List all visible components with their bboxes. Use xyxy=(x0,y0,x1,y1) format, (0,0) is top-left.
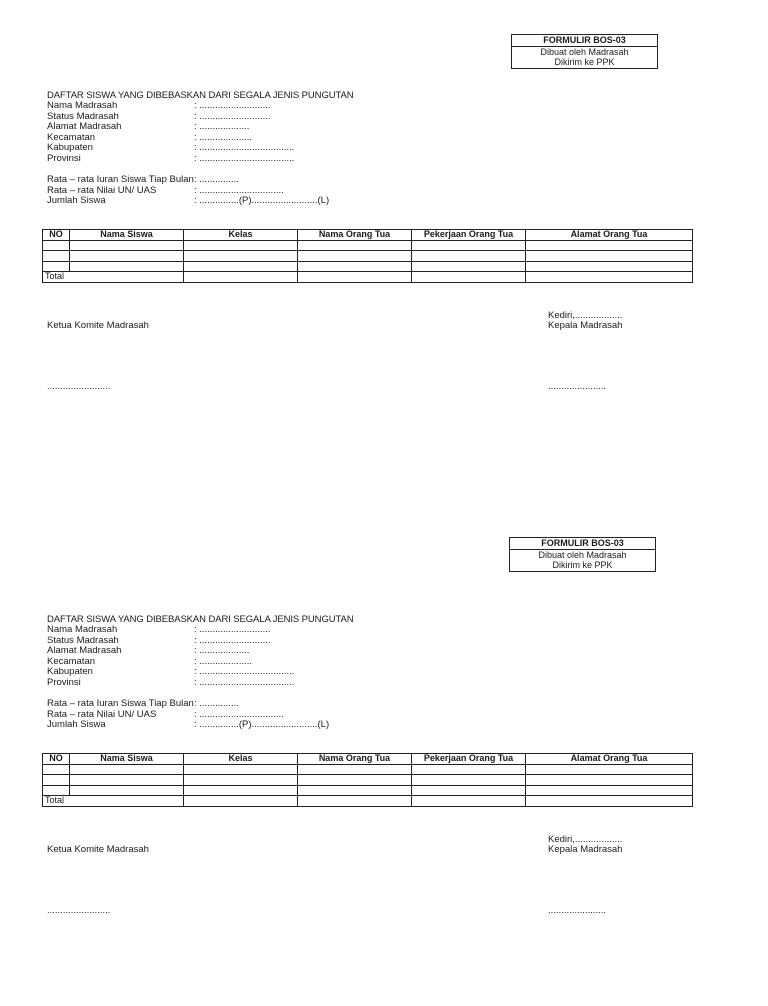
form-code-line1: Dibuat oleh Madrasah xyxy=(538,549,627,560)
field-label: Jumlah Siswa xyxy=(47,719,106,730)
field-label: Status Madrasah xyxy=(47,634,119,646)
form-copy-1 xyxy=(0,0,768,500)
field-label: Kabupaten xyxy=(47,142,93,153)
field-value: : ...............(P).........................(L) xyxy=(194,195,330,206)
col-header-alamat-orang-tua: Alamat Orang Tua xyxy=(526,754,693,765)
field-label: Rata – rata Nilai UN/ UAS xyxy=(47,184,157,196)
field-label: Nama Madrasah xyxy=(47,100,118,111)
field-label: Provinsi xyxy=(47,152,81,164)
student-table xyxy=(42,753,693,807)
field-value: : ........................... xyxy=(194,100,271,111)
form-copy-2 xyxy=(0,503,768,1003)
col-header-pekerjaan-orang-tua: Pekerjaan Orang Tua xyxy=(412,754,526,765)
field-label: Kabupaten xyxy=(47,666,93,677)
col-header-no: NO xyxy=(43,754,70,765)
col-header-nama-orang-tua: Nama Orang Tua xyxy=(298,230,412,241)
form-code-box xyxy=(509,537,656,572)
col-header-alamat-orang-tua: Alamat Orang Tua xyxy=(526,230,693,241)
field-label: Status Madrasah xyxy=(47,110,119,122)
total-label: Total xyxy=(43,272,184,283)
form-code-line2: Dikirim ke PPK xyxy=(554,57,615,67)
document-title: DAFTAR SISWA YANG DIBEBASKAN DARI SEGALA JENIS PUNGUTAN xyxy=(47,614,354,625)
field-label: Nama Madrasah xyxy=(47,624,118,635)
table-row xyxy=(43,251,693,262)
field-value: : ................... xyxy=(194,645,250,656)
field-label: Rata – rata Nilai UN/ UAS xyxy=(47,708,157,720)
col-header-nama-siswa: Nama Siswa xyxy=(70,230,184,241)
field-value: : ........................... xyxy=(194,634,271,646)
form-code-line2: Dikirim ke PPK xyxy=(552,560,613,570)
field-label: Kecamatan xyxy=(47,655,96,667)
field-label: Provinsi xyxy=(47,676,81,688)
field-value: : .................................... xyxy=(194,152,295,164)
field-value: : .................................... xyxy=(194,676,295,688)
table-total-row xyxy=(43,796,693,807)
place-date: Kediri,.................. xyxy=(548,310,623,321)
field-label: Rata – rata Iuran Siswa Tiap Bulan xyxy=(47,698,194,709)
place-date: Kediri,.................. xyxy=(548,834,623,845)
form-code-title: FORMULIR BOS-03 xyxy=(512,35,657,47)
table-header-row xyxy=(43,754,693,765)
field-value: : ........................... xyxy=(194,110,271,122)
left-signer-title: Ketua Komite Madrasah xyxy=(47,320,149,331)
form-code-title: FORMULIR BOS-03 xyxy=(510,538,655,550)
field-value: : .................................... xyxy=(194,142,295,153)
form-code-box xyxy=(511,34,658,69)
col-header-nama-siswa: Nama Siswa xyxy=(70,754,184,765)
field-value: : ............... xyxy=(194,698,239,709)
right-signature-line: ...................... xyxy=(548,381,607,392)
total-label: Total xyxy=(43,796,184,807)
field-value: : .................... xyxy=(194,131,253,143)
right-signer-title: Kepala Madrasah xyxy=(548,320,623,331)
field-label: Kecamatan xyxy=(47,131,96,143)
col-header-kelas: Kelas xyxy=(184,754,298,765)
field-value: : .................................... xyxy=(194,666,295,677)
table-total-row xyxy=(43,272,693,283)
field-value: : ............... xyxy=(194,174,239,185)
field-label: Jumlah Siswa xyxy=(47,195,106,206)
table-row xyxy=(43,764,693,775)
field-value: : .................... xyxy=(194,655,253,667)
document-title: DAFTAR SISWA YANG DIBEBASKAN DARI SEGALA JENIS PUNGUTAN xyxy=(47,90,354,101)
table-header-row xyxy=(43,230,693,241)
right-signer-title: Kepala Madrasah xyxy=(548,844,623,855)
table-row xyxy=(43,240,693,251)
field-label: Alamat Madrasah xyxy=(47,121,122,132)
col-header-no: NO xyxy=(43,230,70,241)
left-signature-line: ........................ xyxy=(47,905,111,916)
col-header-pekerjaan-orang-tua: Pekerjaan Orang Tua xyxy=(412,230,526,241)
field-value: : ...............(P).........................(L) xyxy=(194,719,330,730)
form-code-line1: Dibuat oleh Madrasah xyxy=(540,46,629,57)
table-row xyxy=(43,775,693,786)
field-label: Alamat Madrasah xyxy=(47,645,122,656)
field-value: : ........................... xyxy=(194,624,271,635)
table-row xyxy=(43,785,693,796)
student-table xyxy=(42,229,693,283)
field-value: : ................................ xyxy=(194,708,284,720)
field-label: Rata – rata Iuran Siswa Tiap Bulan xyxy=(47,174,194,185)
left-signer-title: Ketua Komite Madrasah xyxy=(47,844,149,855)
table-row xyxy=(43,261,693,272)
left-signature-line: ........................ xyxy=(47,381,111,392)
right-signature-line: ...................... xyxy=(548,905,607,916)
field-value: : ................................ xyxy=(194,184,284,196)
field-value: : ................... xyxy=(194,121,250,132)
col-header-nama-orang-tua: Nama Orang Tua xyxy=(298,754,412,765)
col-header-kelas: Kelas xyxy=(184,230,298,241)
